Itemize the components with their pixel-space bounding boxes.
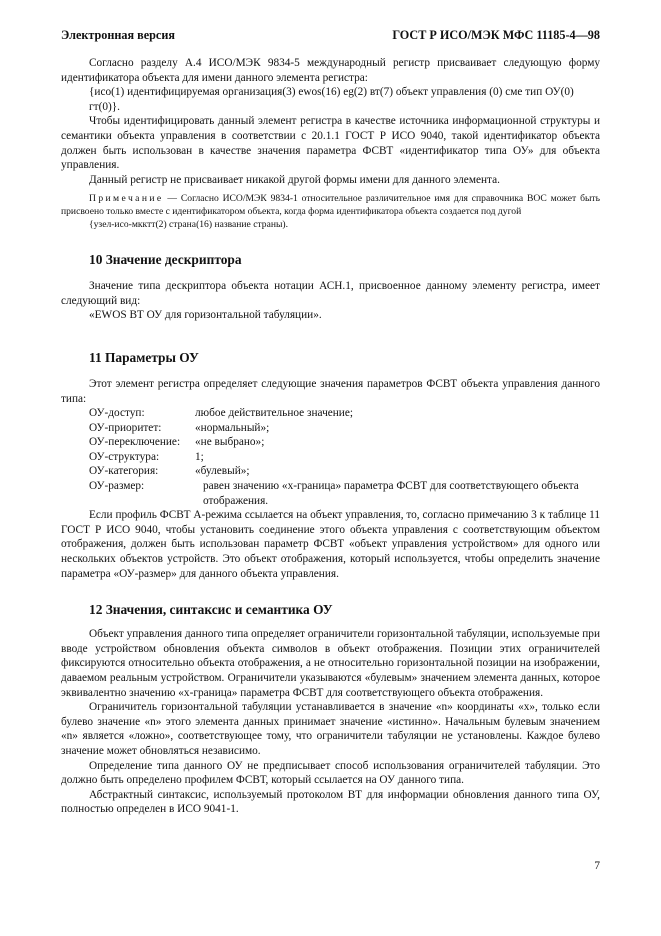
note-label: Примечание	[89, 193, 164, 205]
section-12-paragraph-2: Ограничитель горизонтальной табуляции устанавливается в значение «n» координаты «х», только если булево значение «n» этого элемента данных принимает значение «истинно». Начальным булевым значением «n» является «ложно», соответствующее тому, что ограничители табуляции не установлены. Каждое булево значение может обновляться независимо.	[61, 701, 600, 757]
param-value: «булевый»;	[195, 465, 250, 478]
param-value: «не выбрано»;	[195, 436, 265, 449]
note-text: — Согласно ИСО/МЭК 9834-1 относительное различительное имя для справочника ВОС может быть присвоено только вместе с идентификатором объекта, когда форма идентификатора объекта создается под дугой	[61, 193, 600, 217]
param-key: ОУ-размер:	[89, 480, 145, 493]
param-key: ОУ-переключение:	[89, 436, 181, 449]
param-row	[61, 421, 600, 436]
section-10-descriptor-value: «EWOS ВТ ОУ для горизонтальной табуляции».	[89, 309, 322, 322]
note-tail: {узел-исо-мкктт(2) страна(16) название страны).	[89, 218, 289, 230]
param-row	[61, 406, 600, 421]
header-standard-code: ГОСТ Р ИСО/МЭК МФС 11185-4—98	[392, 28, 600, 42]
section-11-intro: Этот элемент регистра определяет следующие значения параметров ФСВТ объекта управления данного типа:	[61, 377, 600, 405]
param-value: любое действительное значение;	[195, 407, 354, 420]
param-key: ОУ-доступ:	[89, 407, 145, 420]
param-value: 1;	[195, 450, 204, 463]
section-12-heading: 12 Значения, синтаксис и семантика ОУ	[89, 602, 333, 618]
intro-paragraph-4: Данный регистр не присваивает никакой другой формы имени для данного элемента.	[89, 173, 500, 186]
intro-paragraph-3: Чтобы идентифицировать данный элемент регистра в качестве источника информационной структуры и семантики объекта управления в соответствии с 20.1.1 ГОСТ Р ИСО 9040, такой идентификатор объекта должен быть использован в качестве значения параметра ФСВТ «идентификатор типа ОУ» для объекта управления.	[61, 115, 600, 172]
section-10-heading: 10 Значение дескриптора	[89, 252, 242, 268]
section-12-paragraph-4: Абстрактный синтаксис, используемый протоколом ВТ для информации обновления данного типа ОУ, полностью определен в ИСО 9041-1.	[61, 788, 600, 816]
section-11-heading: 11 Параметры ОУ	[89, 349, 199, 365]
section-11-paragraph-2: Если профиль ФСВТ А-режима ссылается на объект управления, то, согласно примечанию 3 к таблице 11 ГОСТ Р ИСО 9040, чтобы установить соединение этого объекта управления с соответствующим объектом отображения, должен быть использован параметр ФСВТ «объект управления устройством» для одного или нескольких объектов устройств. Это объект отображения, который используется, чтобы определить значение параметра «ОУ-размер» для данного объекта управления.	[61, 509, 600, 580]
param-key: ОУ-категория:	[89, 465, 159, 478]
section-12-paragraph-1: Объект управления данного типа определяет ограничители горизонтальной табуляции, используемые при вводе устройством обновления объекта символов в объект отображения. Позиции этих ограничителей фиксируются относительно объекта отображения, а не относительно горизонтальной позиции на изображении, даваемом реальным устройством. Ограничители указываются «булевым» значением элемента данных, которое эквивалентно значению «х-граница» параметра ФСВТ для соответствующего объекта отображения.	[61, 628, 600, 699]
param-value: «нормальный»;	[195, 421, 270, 434]
param-key: ОУ-структура:	[89, 450, 160, 463]
param-value: равен значению «х-граница» параметра ФСВТ для соответствующего объекта отображения.	[203, 480, 579, 507]
header-edition-label: Электронная версия	[61, 28, 175, 42]
param-row	[61, 435, 600, 450]
page-number: 7	[594, 860, 600, 872]
section-12-paragraph-3: Определение типа данного ОУ не предписывает способ использования ограничителей табуляции. Это должно быть определено профилем ФСВТ, который ссылается на ОУ данного типа.	[61, 759, 600, 787]
param-row	[61, 479, 600, 508]
param-row	[61, 464, 600, 479]
object-identifier-text: {исо(1) идентифицируемая организация(3) ewos(16) eg(2) вт(7) объект управления (0) сме тип ОУ(0) гт(0)}.	[89, 86, 574, 113]
page-header	[61, 28, 600, 44]
note-paragraph	[61, 193, 600, 218]
page-content	[61, 56, 600, 817]
section-10-paragraph-1: Значение типа дескриптора объекта нотации АСН.1, присвоенное данному элементу регистра, имеет следующий вид:	[61, 280, 600, 307]
param-row	[61, 450, 600, 465]
param-key: ОУ-приоритет:	[89, 421, 162, 434]
intro-paragraph-1: Согласно разделу А.4 ИСО/МЭК 9834-5 международный регистр присваивает следующую форму идентификатора объекта для имени данного элемента регистра:	[61, 57, 600, 84]
